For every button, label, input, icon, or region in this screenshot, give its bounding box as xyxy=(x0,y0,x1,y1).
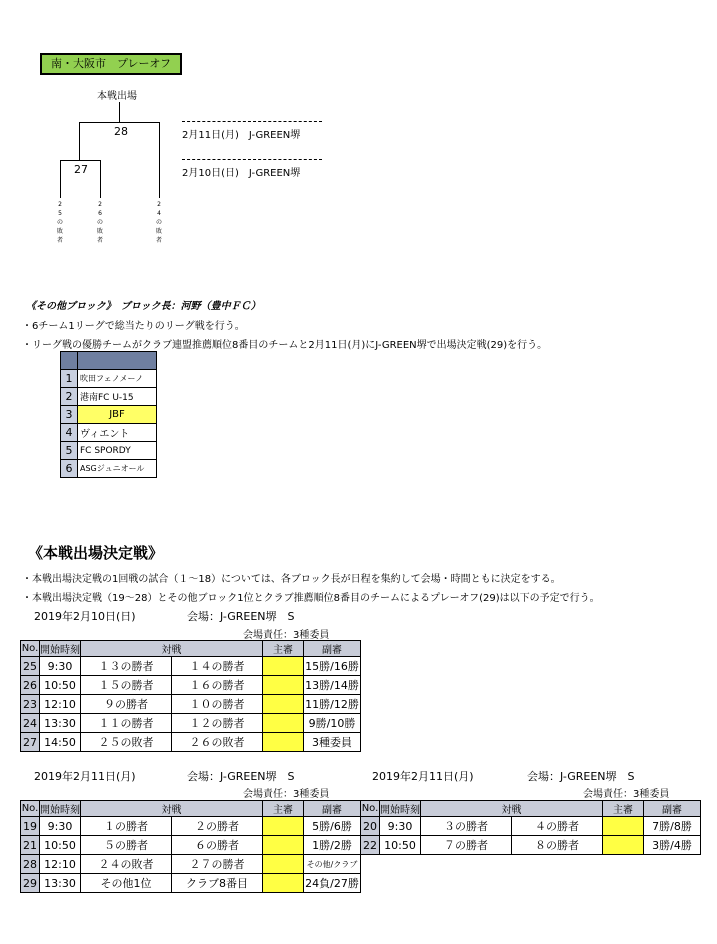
team-row: 6 ASGジュニオール xyxy=(61,460,157,478)
playoff-title: 南・大阪市 プレーオフ xyxy=(40,53,182,75)
main-heading: 《本戦出場決定戦》 xyxy=(28,544,164,562)
dashed-separator xyxy=(182,159,322,160)
day2a-duty: 会場責任：3種委員 xyxy=(243,789,330,800)
table-row: 29 13:30 その他1位 クラブ8番目 24負/27勝 xyxy=(21,874,361,893)
table-row: 21 10:50 ５の勝者 ６の勝者 1勝/2勝 xyxy=(21,836,361,855)
bracket-line xyxy=(119,102,120,122)
other-block-line1: ・6チーム1リーグで総当たりのリーグ戦を行う。 xyxy=(22,321,245,332)
match-28-label: 28 xyxy=(114,125,128,138)
date-28: 2月11日(月) J-GREEN堺 xyxy=(182,130,301,141)
table-row: 23 12:10 ９の勝者 １０の勝者 11勝/12勝 xyxy=(21,695,361,714)
day2a-date: 2019年2月11日(月) xyxy=(34,770,136,783)
day1-venue: 会場：J-GREEN堺 S xyxy=(187,610,295,623)
team-row: 2 港南FC U-15 xyxy=(61,388,157,406)
team-row: 3 JBF xyxy=(61,406,157,424)
team-row: 1 吹田フェノメーノ xyxy=(61,370,157,388)
day2b-venue: 会場：J-GREEN堺 S xyxy=(527,770,635,783)
seed-right: 2 4 の 敗 者 xyxy=(155,201,162,244)
day1-date: 2019年2月10日(日) xyxy=(34,610,136,623)
table-row: 28 12:10 ２４の敗者 ２７の勝者 その他/クラブ xyxy=(21,855,361,874)
seed-mid: 2 6 の 敗 者 xyxy=(96,201,103,244)
team-list xyxy=(60,351,157,478)
bracket-line xyxy=(60,160,101,161)
table-row: 22 10:50 ７の勝者 ８の勝者 3勝/4勝 xyxy=(361,836,701,855)
seed-left: 2 5 の 敗 者 xyxy=(56,201,63,244)
table-row: 26 10:50 １５の勝者 １６の勝者 13勝/14勝 xyxy=(21,676,361,695)
day2a-venue: 会場：J-GREEN堺 S xyxy=(187,770,295,783)
final-label: 本戦出場 xyxy=(97,91,137,102)
table-row: 20 9:30 ３の勝者 ４の勝者 7勝/8勝 xyxy=(361,817,701,836)
team-row: 5 FC SPORDY xyxy=(61,442,157,460)
team-row: 4 ヴィエント xyxy=(61,424,157,442)
other-block-heading: 《その他ブロック》 ブロック長：河野（豊中ＦＣ） xyxy=(26,301,261,312)
bracket-line xyxy=(100,160,101,198)
day2b-date: 2019年2月11日(月) xyxy=(372,770,474,783)
bracket-line xyxy=(79,122,160,123)
day1-table: No. 開始時刻 対戦 主審 副審 25 9:30 １３の勝者 １４の勝者 15勝/16勝 26 10:50 １５の勝者 １６の勝者 13勝/14勝 23 12:10 ９の勝者 １０の勝者 11勝/12勝 24 13:30 １１の勝者 １２の勝者 9勝/10勝 27 14:50 ２５の敗者 ２６の敗者 3種委員 xyxy=(20,640,361,752)
bracket-line xyxy=(79,122,80,160)
bracket-line xyxy=(60,160,61,198)
day1-duty: 会場責任：3種委員 xyxy=(243,630,330,641)
day2b-duty: 会場責任：3種委員 xyxy=(583,789,670,800)
other-block-line2: ・リーグ戦の優勝チームがクラブ連盟推薦順位8番目のチームと2月11日(月)にJ-GREEN堺で出場決定戦(29)を行う。 xyxy=(22,340,548,351)
table-row: 24 13:30 １１の勝者 １２の勝者 9勝/10勝 xyxy=(21,714,361,733)
main-line1: ・本戦出場決定戦の1回戦の試合（１～18）については、各ブロック長が日程を集約して会場・時間ともに決定をする。 xyxy=(22,574,561,585)
day2b-table: No. 開始時刻 対戦 主審 副審 20 9:30 ３の勝者 ４の勝者 7勝/8勝 22 10:50 ７の勝者 ８の勝者 3勝/4勝 xyxy=(360,800,701,855)
match-27-label: 27 xyxy=(74,163,88,176)
dashed-separator xyxy=(182,121,322,122)
main-line2: ・本戦出場決定戦（19～28）とその他ブロック1位とクラブ推薦順位8番目のチームによるプレーオフ(29)は以下の予定で行う。 xyxy=(22,593,600,604)
table-row: 27 14:50 ２５の敗者 ２６の敗者 3種委員 xyxy=(21,733,361,752)
bracket-line xyxy=(159,122,160,198)
date-27: 2月10日(日) J-GREEN堺 xyxy=(182,168,301,179)
day2a-table: No. 開始時刻 対戦 主審 副審 19 9:30 １の勝者 ２の勝者 5勝/6勝 21 10:50 ５の勝者 ６の勝者 1勝/2勝 28 12:10 ２４の敗者 ２７の勝者 その他/クラブ 29 13:30 その他1位 クラブ8番目 24負/27勝 xyxy=(20,800,361,893)
table-row: 25 9:30 １３の勝者 １４の勝者 15勝/16勝 xyxy=(21,657,361,676)
table-row: 19 9:30 １の勝者 ２の勝者 5勝/6勝 xyxy=(21,817,361,836)
